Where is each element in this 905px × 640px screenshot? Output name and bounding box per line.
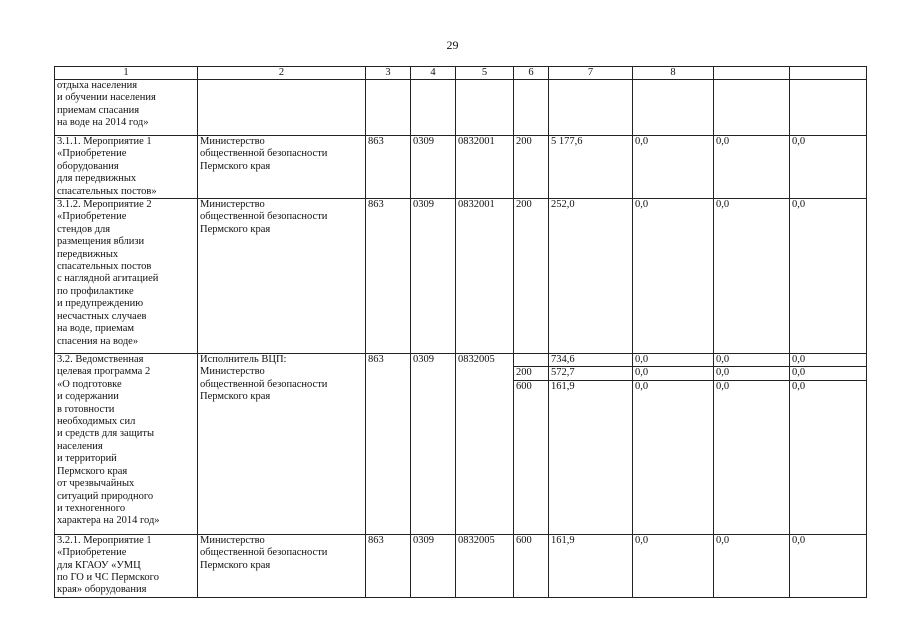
value-cell-c5: 0832001 [456,199,514,354]
executor-cell-line: Министерство [200,136,265,147]
measure-description-line: приемам спасания [57,104,140,116]
measure-description-line: размещения вблизи [57,236,145,248]
measure-description-line: 3.2. Ведомственная [57,354,144,366]
page-number: 29 [446,38,459,52]
value-cell-c4 [411,80,456,136]
value-cell-c4: 0309 [411,136,456,199]
table-header-row [55,67,867,80]
measure-description-line: передвижных [57,248,119,260]
measure-description-line: 3.1.1. Мероприятие 1 [57,136,152,147]
value-cell-c5: 0832001 [456,136,514,199]
executor-cell-line: Исполнитель ВЦП: [200,354,287,366]
measure-description-line: оборудования [57,160,119,172]
measure-description-line: «Приобретение [57,547,127,559]
value-cell-c9 [714,80,790,136]
value-cell-c3: 863 [366,354,411,535]
value-cell-c8: 0,0 [633,199,714,354]
value-cell-c3: 863 [366,534,411,597]
column-header: 6 [514,67,549,80]
measure-description-line: с наглядной агитацией [57,273,159,285]
executor-cell-line: Министерство [200,534,265,546]
value-cell-c6: 200 [514,136,549,199]
value-cell-c5 [456,80,514,136]
measure-description-line: и средств для защиты [57,428,155,440]
measure-description-line: и техногенного [57,502,126,514]
executor-cell [198,80,366,136]
measure-description-line: края» оборудования [57,584,147,596]
table-row [55,354,867,367]
executor-cell-line: Пермского края [200,223,271,235]
executor-cell-line: общественной безопасности [200,378,328,390]
value-cell-c10: 0,0 [790,380,867,534]
measure-description-line: характера на 2014 год» [57,515,160,527]
value-cell-c7: 252,0 [549,199,633,354]
value-cell-c6: 200 [514,199,549,354]
measure-description-line: на воде, приемам [57,323,135,335]
value-cell-c6 [514,80,549,136]
measure-description-line: спасения на воде» [57,335,139,347]
value-cell-c3 [366,80,411,136]
value-cell-c8: 0,0 [633,136,714,199]
column-header: 2 [198,67,366,80]
measure-description-line: для КГАОУ «УМЦ [57,559,141,571]
measure-description-line: и предупреждению [57,298,144,310]
value-cell-c7: 572,7 [549,367,633,380]
value-cell-c10: 0,0 [790,367,867,380]
value-cell-c3: 863 [366,199,411,354]
measure-description-line: спасательных постов [57,261,152,273]
value-cell-c9: 0,0 [714,380,790,534]
executor-cell-line: Министерство [200,366,265,378]
table-row [55,199,867,354]
value-cell-c10: 0,0 [790,534,867,597]
value-cell-c7: 161,9 [549,534,633,597]
measure-description [55,354,198,535]
value-cell-c8: 0,0 [633,534,714,597]
value-cell-c8: 0,0 [633,367,714,380]
value-cell-c9: 0,0 [714,199,790,354]
value-cell-c6: 600 [514,534,549,597]
measure-description-line: населения [57,440,103,452]
column-header: 5 [456,67,514,80]
measure-description-line: стендов для [57,223,111,235]
value-cell-c4: 0309 [411,199,456,354]
value-cell-c3: 863 [366,136,411,199]
value-cell-c7 [549,80,633,136]
value-cell-c9: 0,0 [714,136,790,199]
value-cell-c4: 0309 [411,354,456,535]
value-cell-c7: 5 177,6 [549,136,633,199]
value-cell-c6: 200 [514,367,549,380]
measure-description-line: 3.2.1. Мероприятие 1 [57,534,152,546]
measure-description-line: и территорий [57,453,117,465]
measure-description-line: спасательных постов» [57,185,157,197]
value-cell-c5: 0832005 [456,534,514,597]
executor-cell [198,354,366,535]
executor-cell [198,136,366,199]
executor-cell-line: общественной безопасности [200,211,328,223]
measure-description-line: по ГО и ЧС Пермского [57,572,159,584]
measure-description-line: для передвижных [57,173,137,185]
executor-cell-line: Пермского края [200,160,271,172]
measure-description-line: и обучении населения [57,92,156,104]
measure-description-line: несчастных случаев [57,310,147,322]
column-header: 7 [549,67,633,80]
measure-description-line: и содержании [57,391,119,403]
measure-description-line: 3.1.2. Мероприятие 2 [57,199,152,211]
value-cell-c8 [633,80,714,136]
value-cell-c5: 0832005 [456,354,514,535]
value-cell-c6 [514,354,549,367]
budget-table [54,66,867,598]
measure-description-line: Пермского края [57,465,128,477]
column-header: 3 [366,67,411,80]
measure-description-line: по профилактике [57,285,134,297]
value-cell-c10 [790,80,867,136]
executor-cell [198,534,366,597]
value-cell-c10: 0,0 [790,354,867,367]
value-cell-c7: 161,9 [549,380,633,534]
value-cell-c7: 734,6 [549,354,633,367]
column-header: 4 [411,67,456,80]
value-cell-c8: 0,0 [633,354,714,367]
executor-cell-line: общественной безопасности [200,148,328,160]
measure-description-line: «Приобретение [57,148,127,160]
measure-description [55,80,198,136]
value-cell-c10: 0,0 [790,199,867,354]
column-header [714,67,790,80]
measure-description-line: «Приобретение [57,211,127,223]
column-header: 8 [633,67,714,80]
value-cell-c10: 0,0 [790,136,867,199]
measure-description-line: «О подготовке [57,378,122,390]
table-row [55,534,867,597]
measure-description-line: от чрезвычайных [57,478,135,490]
measure-description [55,136,198,199]
measure-description-line: отдыха населения [57,80,138,91]
column-header: 1 [55,67,198,80]
table-row [55,80,867,136]
value-cell-c9: 0,0 [714,367,790,380]
measure-description-line: ситуаций природного [57,490,154,502]
measure-description-line: на воде на 2014 год» [57,117,149,129]
table-body [55,80,867,598]
measure-description [55,199,198,354]
column-header [790,67,867,80]
measure-description-line: необходимых сил [57,416,136,428]
value-cell-c6: 600 [514,380,549,534]
executor-cell-line: Пермского края [200,391,271,403]
value-cell-c4: 0309 [411,534,456,597]
executor-cell-line: общественной безопасности [200,547,328,559]
executor-cell [198,199,366,354]
measure-description [55,534,198,597]
executor-cell-line: Министерство [200,199,265,211]
measure-description-line: целевая программа 2 [57,366,151,378]
measure-description-line: в готовности [57,403,115,415]
value-cell-c8: 0,0 [633,380,714,534]
executor-cell-line: Пермского края [200,559,271,571]
table-row [55,136,867,199]
value-cell-c9: 0,0 [714,534,790,597]
value-cell-c9: 0,0 [714,354,790,367]
